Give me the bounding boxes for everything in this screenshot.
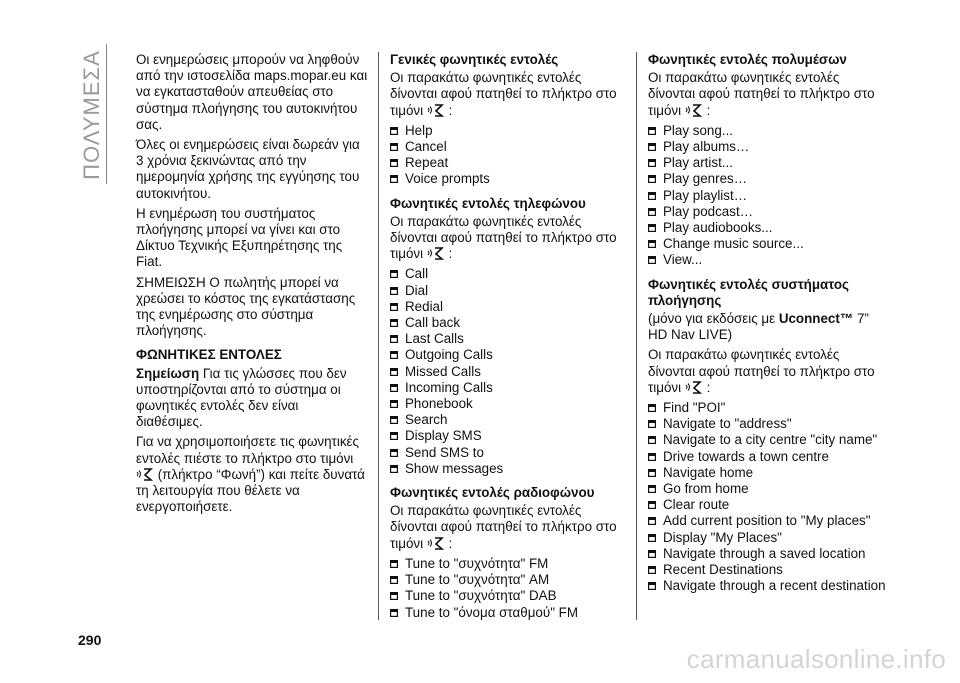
command-text: Find "POI"	[663, 400, 726, 416]
checkbox-bullet-icon	[390, 175, 398, 183]
command-item	[648, 236, 888, 252]
section-heading: Γενικές φωνητικές εντολές	[390, 52, 559, 67]
command-text: Navigate to a city centre "city name"	[663, 432, 878, 448]
command-item	[390, 283, 630, 299]
checkbox-bullet-icon	[390, 270, 398, 278]
checkbox-bullet-icon	[648, 240, 656, 248]
command-text: Display "My Places"	[663, 529, 782, 545]
command-text: Dial	[405, 282, 429, 298]
command-item	[648, 546, 888, 562]
intro-paragraph: Οι παρακάτω φωνητικές εντολές δίνονται αφού πατηθεί το πλήκτρο στο τιμόνι :	[648, 70, 875, 118]
paragraph: Η ενημέρωση του συστήματος πλοήγησης μπορεί να γίνει και στο Δίκτυο Τεχνικής Εξυπηρέτησης της Fiat.	[136, 205, 343, 270]
checkbox-bullet-icon	[648, 256, 656, 264]
command-item	[648, 578, 888, 594]
subtitle-brand: Uconnect™	[778, 311, 854, 327]
subtitle-text: 7” HD Nav LIVE)	[648, 311, 869, 343]
command-text: Tune to "συχνότητα" FM	[405, 555, 549, 571]
column-3	[648, 52, 888, 601]
command-item	[648, 220, 888, 236]
command-item	[390, 396, 630, 412]
command-text: Cancel	[405, 139, 447, 155]
checkbox-bullet-icon	[390, 592, 398, 600]
intro-text: Οι παρακάτω φωνητικές εντολές δίνονται αφού πατηθεί το πλήκτρο στο τιμόνι	[648, 70, 875, 118]
checkbox-bullet-icon	[648, 566, 656, 574]
command-item	[648, 400, 888, 416]
command-text: Recent Destinations	[663, 562, 783, 578]
command-item	[390, 380, 630, 396]
checkbox-bullet-icon	[390, 127, 398, 135]
checkbox-bullet-icon	[648, 159, 656, 167]
checkbox-bullet-icon	[390, 303, 398, 311]
voice-button-icon	[427, 246, 445, 260]
section-side-tab-label: ΠΟΛΥΜΕΣΑ	[79, 50, 104, 180]
command-text: Outgoing Calls	[405, 347, 493, 363]
checkbox-bullet-icon	[648, 143, 656, 151]
intro-text: Οι παρακάτω φωνητικές εντολές δίνονται αφού πατηθεί το πλήκτρο στο τιμόνι	[648, 347, 875, 395]
command-text: Phonebook	[405, 396, 473, 412]
command-text: Voice prompts	[405, 171, 490, 187]
command-text: Navigate through a recent destination	[663, 578, 886, 594]
page-number: 290	[78, 632, 102, 648]
column-divider	[378, 52, 379, 620]
command-list	[390, 266, 630, 477]
command-item	[648, 530, 888, 546]
paragraph	[136, 434, 368, 515]
subtitle	[648, 311, 888, 343]
command-item	[390, 461, 630, 477]
paragraph: ΣΗΜΕΙΩΣΗ Ο πωλητής μπορεί να χρεώσει το κόστος της εγκατάστασης της ενημέρωσης στο σύστημα πλοήγησης.	[136, 274, 356, 339]
voice-button-icon	[427, 536, 445, 550]
column-2	[390, 52, 630, 627]
checkbox-bullet-icon	[648, 404, 656, 412]
command-text: Navigate to "address"	[663, 416, 792, 432]
command-list	[648, 400, 888, 594]
section-heading: ΦΩΝΗΤΙΚΕΣ ΕΝΤΟΛΕΣ	[136, 347, 282, 363]
checkbox-bullet-icon	[648, 453, 656, 461]
command-text: Repeat	[405, 155, 449, 171]
column-divider	[636, 52, 637, 620]
paragraph-text: (πλήκτρο “Φωνή”) και πείτε δυνατά τη λειτουργία που θέλετε να ενεργοποιήσετε.	[136, 466, 365, 515]
command-item	[648, 497, 888, 513]
checkbox-bullet-icon	[648, 534, 656, 542]
intro-paragraph: Οι παρακάτω φωνητικές εντολές δίνονται αφού πατηθεί το πλήκτρο στο τιμόνι :	[390, 213, 617, 262]
command-text: Show messages	[405, 460, 504, 476]
command-text: Drive towards a town centre	[663, 448, 829, 464]
command-item	[390, 331, 630, 347]
command-list	[648, 123, 888, 269]
command-text: Play audiobooks...	[663, 220, 773, 236]
checkbox-bullet-icon	[390, 416, 398, 424]
command-text: Incoming Calls	[405, 379, 493, 395]
intro-paragraph: Οι παρακάτω φωνητικές εντολές δίνονται αφού πατηθεί το πλήκτρο στο τιμόνι :	[390, 503, 617, 551]
checkbox-bullet-icon	[390, 609, 398, 617]
checkbox-bullet-icon	[648, 485, 656, 493]
checkbox-bullet-icon	[648, 501, 656, 509]
intro-paragraph: Οι παρακάτω φωνητικές εντολές δίνονται αφού πατηθεί το πλήκτρο στο τιμόνι :	[648, 347, 875, 395]
subtitle-text: (μόνο για εκδόσεις με	[648, 311, 779, 327]
command-text: Tune to "συχνότητα" DAB	[405, 588, 557, 604]
checkbox-bullet-icon	[390, 319, 398, 327]
command-list	[390, 556, 630, 621]
command-text: Clear route	[663, 497, 730, 513]
voice-button-icon	[685, 103, 703, 117]
command-text: Tune to "συχνότητα" AM	[405, 572, 550, 588]
checkbox-bullet-icon	[648, 550, 656, 558]
checkbox-bullet-icon	[390, 159, 398, 167]
command-list	[390, 123, 630, 188]
command-text: Send SMS to	[405, 444, 484, 460]
command-item	[390, 572, 630, 588]
command-item	[390, 556, 630, 572]
section-heading: Φωνητικές εντολές τηλεφώνου	[390, 195, 586, 211]
section-heading: Φωνητικές εντολές συστήματος πλοήγησης	[648, 276, 850, 308]
command-text: Missed Calls	[405, 363, 481, 379]
command-text: Help	[405, 122, 433, 138]
command-item	[390, 266, 630, 282]
checkbox-bullet-icon	[390, 449, 398, 457]
command-item	[390, 412, 630, 428]
command-text: Go from home	[663, 481, 749, 497]
checkbox-bullet-icon	[648, 208, 656, 216]
intro-text: Οι παρακάτω φωνητικές εντολές δίνονται αφού πατηθεί το πλήκτρο στο τιμόνι	[390, 213, 617, 262]
command-text: Redial	[405, 298, 443, 314]
checkbox-bullet-icon	[390, 351, 398, 359]
command-text: Play playlist…	[663, 187, 748, 203]
command-item	[648, 449, 888, 465]
command-text: Tune to "όνομα σταθμού" FM	[405, 604, 578, 620]
checkbox-bullet-icon	[390, 560, 398, 568]
intro-text: Οι παρακάτω φωνητικές εντολές δίνονται αφού πατηθεί το πλήκτρο στο τιμόνι	[390, 70, 617, 118]
command-item	[390, 171, 630, 187]
note-label: Σημείωση	[136, 365, 200, 381]
checkbox-bullet-icon	[390, 576, 398, 584]
command-text: Play podcast…	[663, 203, 754, 219]
checkbox-bullet-icon	[648, 224, 656, 232]
command-text: Play albums…	[663, 139, 750, 155]
command-text: View...	[663, 252, 703, 268]
command-text: Play genres…	[663, 171, 748, 187]
command-text: Add current position to "My places"	[663, 513, 871, 529]
checkbox-bullet-icon	[648, 192, 656, 200]
command-text: Play song...	[663, 122, 733, 138]
voice-button-icon	[427, 103, 445, 117]
checkbox-bullet-icon	[390, 432, 398, 440]
command-item	[390, 315, 630, 331]
command-item	[648, 171, 888, 187]
checkbox-bullet-icon	[390, 400, 398, 408]
section-side-tab	[78, 44, 107, 184]
command-text: Display SMS	[405, 428, 482, 444]
paragraph: Οι ενημερώσεις μπορούν να ληφθούν από την ιστοσελίδα maps.mopar.eu και να εγκατασταθούν απευθείας στο σύστημα πλοήγησης του αυτοκινήτου σας.	[136, 52, 368, 132]
command-item	[648, 481, 888, 497]
checkbox-bullet-icon	[390, 465, 398, 473]
command-item	[390, 155, 630, 171]
command-text: Call	[405, 266, 429, 282]
paragraph-text: Για να χρησιμοποιήσετε τις φωνητικές εντολές πιέστε το πλήκτρο στο τιμόνι	[136, 434, 359, 466]
command-item	[648, 188, 888, 204]
voice-button-icon	[136, 467, 154, 481]
command-item	[390, 588, 630, 604]
command-item	[390, 364, 630, 380]
command-item	[648, 252, 888, 268]
command-item	[390, 299, 630, 315]
checkbox-bullet-icon	[648, 175, 656, 183]
command-text: Navigate through a saved location	[663, 545, 866, 561]
checkbox-bullet-icon	[648, 469, 656, 477]
command-text: Play artist...	[663, 155, 733, 171]
command-item	[390, 605, 630, 621]
section-heading: Φωνητικές εντολές ραδιοφώνου	[390, 485, 595, 501]
command-text: Last Calls	[405, 331, 464, 347]
command-text: Call back	[405, 315, 461, 331]
command-item	[648, 204, 888, 220]
checkbox-bullet-icon	[390, 384, 398, 392]
command-item	[648, 155, 888, 171]
paragraph: Όλες οι ενημερώσεις είναι δωρεάν για 3 χρόνια ξεκινώντας από την ημερομηνία χρήσης της εγγύησης του αυτοκινήτου.	[136, 137, 360, 201]
watermark: carmanualsonline.info	[686, 644, 946, 674]
command-item	[648, 416, 888, 432]
intro-paragraph: Οι παρακάτω φωνητικές εντολές δίνονται αφού πατηθεί το πλήκτρο στο τιμόνι :	[390, 70, 617, 118]
checkbox-bullet-icon	[390, 287, 398, 295]
checkbox-bullet-icon	[648, 436, 656, 444]
command-item	[648, 465, 888, 481]
command-item	[648, 432, 888, 448]
note-text: Για τις γλώσσες που δεν υποστηρίζονται από το σύστημα οι φωνητικές εντολές δεν είναι διαθέσιμες.	[136, 365, 347, 430]
command-item	[390, 139, 630, 155]
command-item	[648, 513, 888, 529]
checkbox-bullet-icon	[648, 127, 656, 135]
note-paragraph	[136, 366, 368, 431]
checkbox-bullet-icon	[648, 420, 656, 428]
checkbox-bullet-icon	[648, 582, 656, 590]
section-heading: Φωνητικές εντολές πολυμέσων	[648, 52, 847, 67]
command-item	[648, 139, 888, 155]
command-item	[390, 347, 630, 363]
command-item	[648, 562, 888, 578]
command-item	[390, 445, 630, 461]
command-text: Change music source...	[663, 236, 804, 252]
voice-button-icon	[685, 380, 703, 394]
checkbox-bullet-icon	[390, 143, 398, 151]
checkbox-bullet-icon	[648, 517, 656, 525]
checkbox-bullet-icon	[390, 335, 398, 343]
command-text: Search	[405, 412, 448, 428]
column-1	[136, 52, 368, 519]
command-item	[648, 123, 888, 139]
checkbox-bullet-icon	[390, 368, 398, 376]
intro-text: Οι παρακάτω φωνητικές εντολές δίνονται αφού πατηθεί το πλήκτρο στο τιμόνι	[390, 503, 617, 551]
command-text: Navigate home	[663, 464, 754, 480]
command-item	[390, 428, 630, 444]
command-item	[390, 123, 630, 139]
